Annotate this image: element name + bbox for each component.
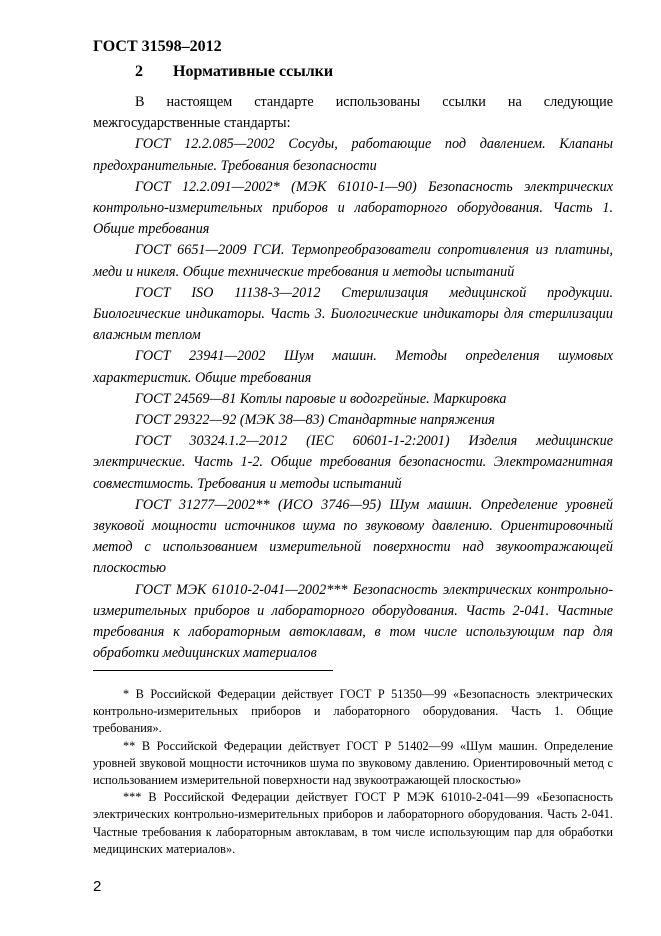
reference-item: ГОСТ 12.2.085—2002 Сосуды, работающие под давлением. Клапаны предохранительные. Требования безопасности xyxy=(93,136,613,174)
reference-item: ГОСТ 29322—92 (МЭК 38—83) Стандартные напряжения xyxy=(135,412,495,429)
footnote-item: * В Российской Федерации действует ГОСТ Р 51350—99 «Безопасность электрических контрольно-измерительных приборов и лабораторного оборудования. Часть 1. Общие требования». xyxy=(93,687,613,736)
reference-item: ГОСТ 31277—2002** (ИСО 3746—95) Шум машин. Определение уровней звуковой мощности источников шума по звуковому давлению. Ориентировочный метод с использованием измерительной поверхности над звукоотражающей плоскостью xyxy=(93,496,613,577)
page-number: 2 xyxy=(93,878,102,895)
footnotes xyxy=(93,686,613,858)
reference-item: ГОСТ 6651—2009 ГСИ. Термопреобразователи сопротивления из платины, меди и никеля. Общие технические требования и методы испытаний xyxy=(93,242,613,280)
footnote-item: ** В Российской Федерации действует ГОСТ Р 51402—99 «Шум машин. Определение уровней звуковой мощности источников шума по звуковому давлению. Ориентировочный метод с использованием измерительной поверхности над звукоотражающей плоскостью» xyxy=(93,738,613,788)
intro-paragraph: В настоящем стандарте использованы ссылки на следующие межгосударственные стандарты: xyxy=(93,94,613,132)
reference-item: ГОСТ МЭК 61010-2-041—2002*** Безопасность электрических контрольно-измерительных приборов и лабораторного оборудования. Часть 2-041. Частные требования к лабораторным автоклавам, в том числе использующим пар для обработки медицинских материалов xyxy=(93,581,613,662)
reference-item: ГОСТ 24569—81 Котлы паровые и водогрейные. Маркировка xyxy=(135,390,507,407)
footnote-item: *** В Российской Федерации действует ГОСТ Р МЭК 61010-2-041—99 «Безопасность электрических контрольно-измерительных приборов и лабораторного оборудования. Часть 2-041. Частные требования к лабораторным автоклавам, в том числе использующим пар для обработки медицинских материалов». xyxy=(93,790,613,856)
body-text xyxy=(93,92,613,664)
section-heading xyxy=(135,63,333,81)
reference-item: ГОСТ 23941—2002 Шум машин. Методы определения шумовых характеристик. Общие требования xyxy=(93,348,613,386)
reference-item: ГОСТ 30324.1.2—2012 (IEC 60601-1-2:2001) Изделия медицинские электрические. Часть 1-2. Общие требования безопасности. Электромагнитная совместимость. Требования и методы испытаний xyxy=(93,433,613,492)
footnote-divider xyxy=(93,670,333,671)
reference-item: ГОСТ 12.2.091—2002* (МЭК 61010-1—90) Безопасность электрических контрольно-измерительных приборов и лабораторного оборудования. Часть 1. Общие требования xyxy=(93,178,613,238)
section-title: Нормативные ссылки xyxy=(173,63,334,80)
document-header: ГОСТ 31598–2012 xyxy=(93,38,222,55)
reference-item: ГОСТ ISO 11138-3—2012 Стерилизация медицинской продукции. Биологические индикаторы. Часть 3. Биологические индикаторы для стерилизации влажным теплом xyxy=(93,284,613,344)
section-number: 2 xyxy=(135,63,143,80)
